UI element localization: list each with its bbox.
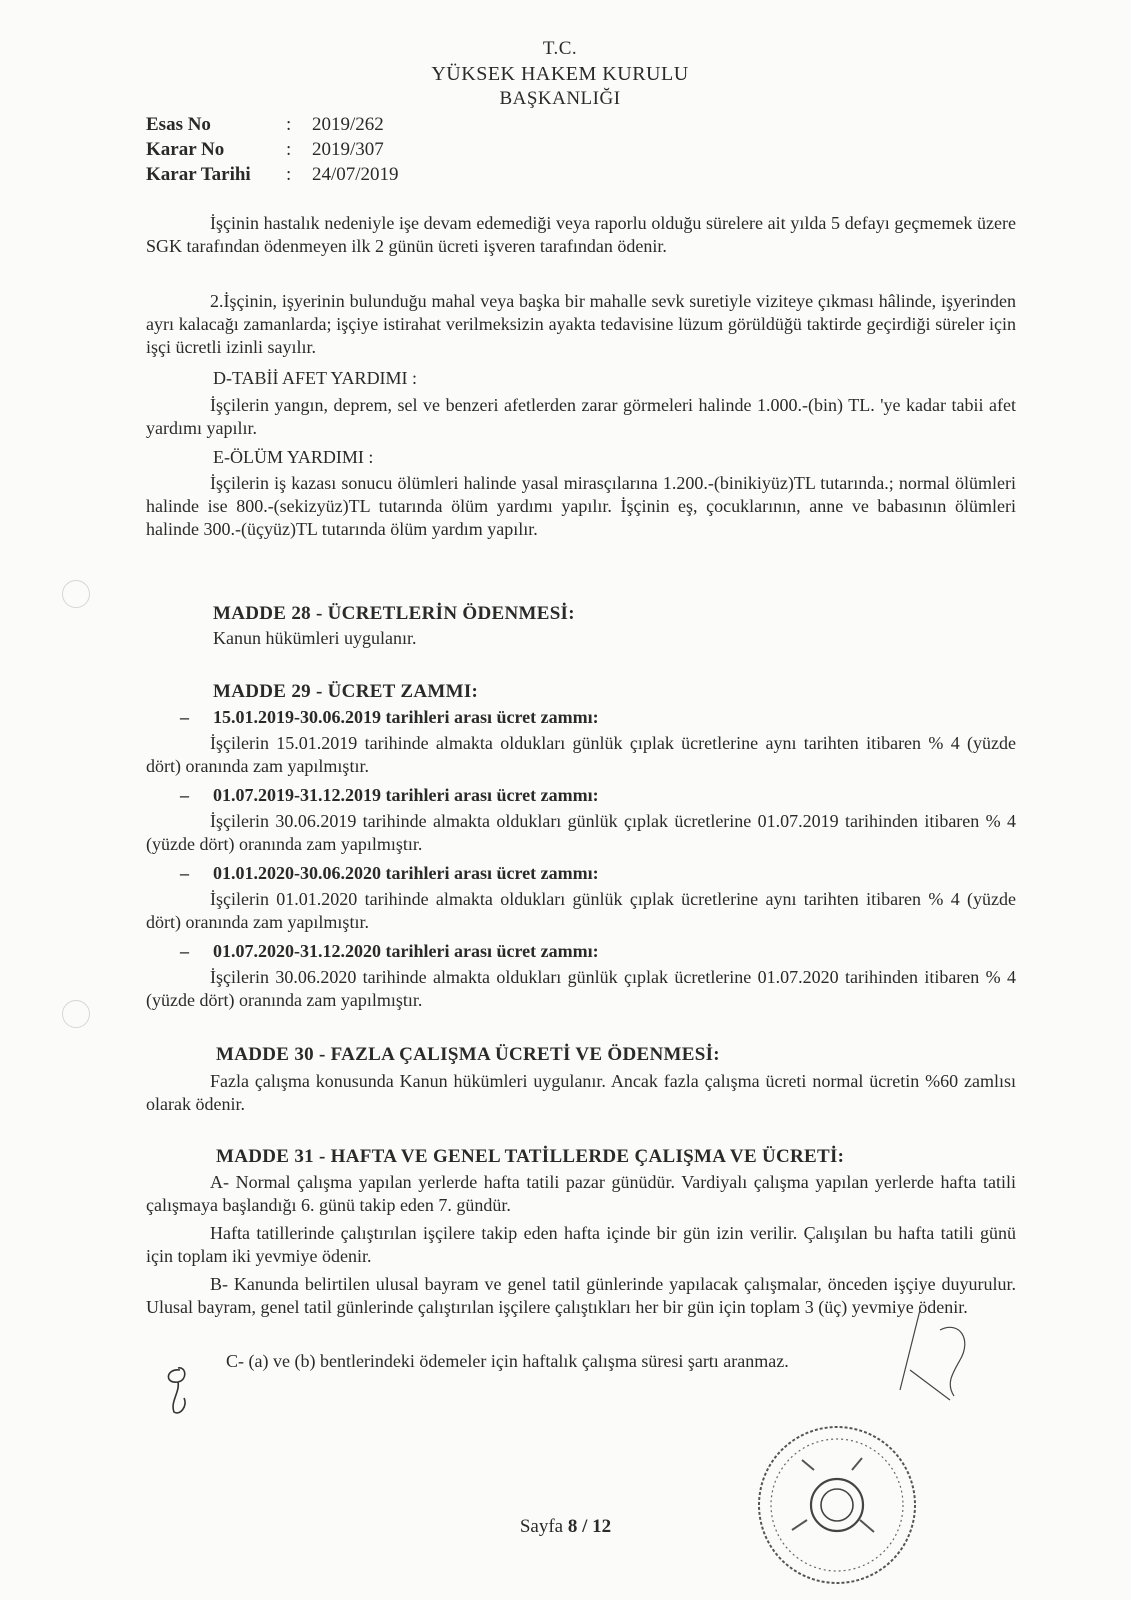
madde-29-title: MADDE 29 - ÜCRET ZAMMI: xyxy=(213,681,479,702)
meta-sep: : xyxy=(286,164,292,185)
madde-28-text: Kanun hükümleri uygulanır. xyxy=(213,628,417,648)
meta-esas-no xyxy=(146,114,384,136)
meta-karar-tarihi xyxy=(146,164,399,186)
raise-period-heading: 01.01.2020-30.06.2020 tarihleri arası ücret zammı: xyxy=(213,863,599,883)
meta-karar-no xyxy=(146,139,384,161)
list-dash: – xyxy=(180,941,189,961)
punch-hole-bottom xyxy=(62,1000,90,1028)
signature-initials xyxy=(158,1358,208,1418)
meta-sep: : xyxy=(286,114,292,135)
paragraph-disaster-aid: İşçilerin yangın, deprem, sel ve benzeri afetlerden zarar görmeleri halinde 1.000.-(bin) TL. 'ye kadar tabii afet yardımı yapılır. xyxy=(146,395,1016,438)
paragraph-visit-leave: 2.İşçinin, işyerinin bulunduğu mahal veya başka bir mahalle sevk suretiyle viziteye çıkması hâlinde, işyerinden ayrı kalacağı zamanlarda; işçiye istirahat verilmeksizin ayakta tedavisine lüzum görüldüğü taktirde geçirdiği süreler için işçi ücretli izinli sayılır. xyxy=(146,291,1016,357)
meta-value: 2019/262 xyxy=(312,114,384,135)
meta-label: Esas No xyxy=(146,114,211,135)
meta-label: Karar Tarihi xyxy=(146,164,251,185)
section-e-title: E-ÖLÜM YARDIMI : xyxy=(213,447,374,467)
header-tc: T.C. xyxy=(542,38,578,59)
official-seal-stamp xyxy=(752,1420,922,1590)
raise-period-text: İşçilerin 15.01.2019 tarihinde almakta oldukları günlük çıplak ücretlerine aynı tarihten itibaren % 4 (yüzde dört) oranında zam yapılmıştır. xyxy=(146,733,1016,776)
punch-hole-top xyxy=(62,580,90,608)
raise-period-heading: 01.07.2019-31.12.2019 tarihleri arası ücret zammı: xyxy=(213,785,599,805)
page-label: Sayfa xyxy=(519,1516,564,1537)
raise-period-heading: 01.07.2020-31.12.2020 tarihleri arası ücret zammı: xyxy=(213,941,599,961)
section-d-title: D-TABİİ AFET YARDIMI : xyxy=(213,368,418,388)
header-institution: YÜKSEK HAKEM KURULU xyxy=(431,63,689,85)
raise-period-text: İşçilerin 30.06.2020 tarihinde almakta oldukları günlük çıplak ücretlerine 01.07.2020 tarihinden itibaren % 4 (yüzde dört) oranında zam yapılmıştır. xyxy=(146,967,1016,1010)
madde-31-title: MADDE 31 - HAFTA VE GENEL TATİLLERDE ÇALIŞMA VE ÜCRETİ: xyxy=(216,1146,845,1167)
paragraph-sickness-pay: İşçinin hastalık nedeniyle işe devam edemediği veya raporlu olduğu sürelere ait yılda 5 defayı geçmemek üzere SGK tarafından ödenmeyen ilk 2 günün ücreti işveren tarafından ödenir. xyxy=(146,213,1016,256)
madde-30-text: Fazla çalışma konusunda Kanun hükümleri uygulanır. Ancak fazla çalışma ücreti normal ücretin %60 zamlısı olarak ödenir. xyxy=(146,1071,1016,1114)
meta-sep: : xyxy=(286,139,292,160)
list-dash: – xyxy=(180,785,189,805)
meta-value: 24/07/2019 xyxy=(312,164,399,185)
signature-scribble xyxy=(880,1300,980,1410)
raise-period-text: İşçilerin 01.01.2020 tarihinde almakta oldukları günlük çıplak ücretlerine aynı tarihten itibaren % 4 (yüzde dört) oranında zam yapılmıştır. xyxy=(146,889,1016,932)
list-dash: – xyxy=(180,863,189,883)
madde-30-title: MADDE 30 - FAZLA ÇALIŞMA ÜCRETİ VE ÖDENMESİ: xyxy=(216,1044,720,1065)
raise-period-heading: 15.01.2019-30.06.2019 tarihleri arası ücret zammı: xyxy=(213,707,599,727)
madde-31-c: C- (a) ve (b) bentlerindeki ödemeler için haftalık çalışma süresi şartı aranmaz. xyxy=(226,1351,789,1371)
meta-value: 2019/307 xyxy=(312,139,384,160)
meta-label: Karar No xyxy=(146,139,225,160)
madde-28-title: MADDE 28 - ÜCRETLERİN ÖDENMESİ: xyxy=(213,603,575,624)
raise-period-text: İşçilerin 30.06.2019 tarihinde almakta oldukları günlük çıplak ücretlerine 01.07.2019 tarihinden itibaren % 4 (yüzde dört) oranında zam yapılmıştır. xyxy=(146,811,1016,854)
header-department: BAŞKANLIĞI xyxy=(499,88,621,109)
page-footer xyxy=(0,1516,1131,1538)
page-number: 8 / 12 xyxy=(567,1516,612,1537)
madde-31-a: A- Normal çalışma yapılan yerlerde hafta tatili pazar günüdür. Vardiyalı çalışma yapılan yerlerde hafta tatili çalışmaya başlandığı 6. günü takip eden 7. gündür. xyxy=(146,1172,1016,1215)
madde-31-a2: Hafta tatillerinde çalıştırılan işçilere takip eden hafta içinde bir gün izin verilir. Çalışılan bu hafta tatili günü için toplam iki yevmiye ödenir. xyxy=(146,1223,1016,1266)
madde-31-b: B- Kanunda belirtilen ulusal bayram ve genel tatil günlerinde yapılacak çalışmalar, önceden işçiye duyurulur. Ulusal bayram, genel tatil günlerinde çalıştırılan işçilere çalıştıkları her bir gün için toplam 3 (üç) yevmiye ödenir. xyxy=(146,1274,1016,1317)
list-dash: – xyxy=(180,707,189,727)
paragraph-death-aid: İşçilerin iş kazası sonucu ölümleri halinde yasal mirasçılarına 1.200.-(binikiyüz)TL tutarında.; normal ölümleri halinde ise 800.-(sekizyüz)TL tutarında ölüm yardımı yapılır. İşçinin eş, çocuklarının, anne ve babasının ölümleri halinde 300.-(üçyüz)TL tutarında ölüm yardım yapılır. xyxy=(146,473,1016,539)
